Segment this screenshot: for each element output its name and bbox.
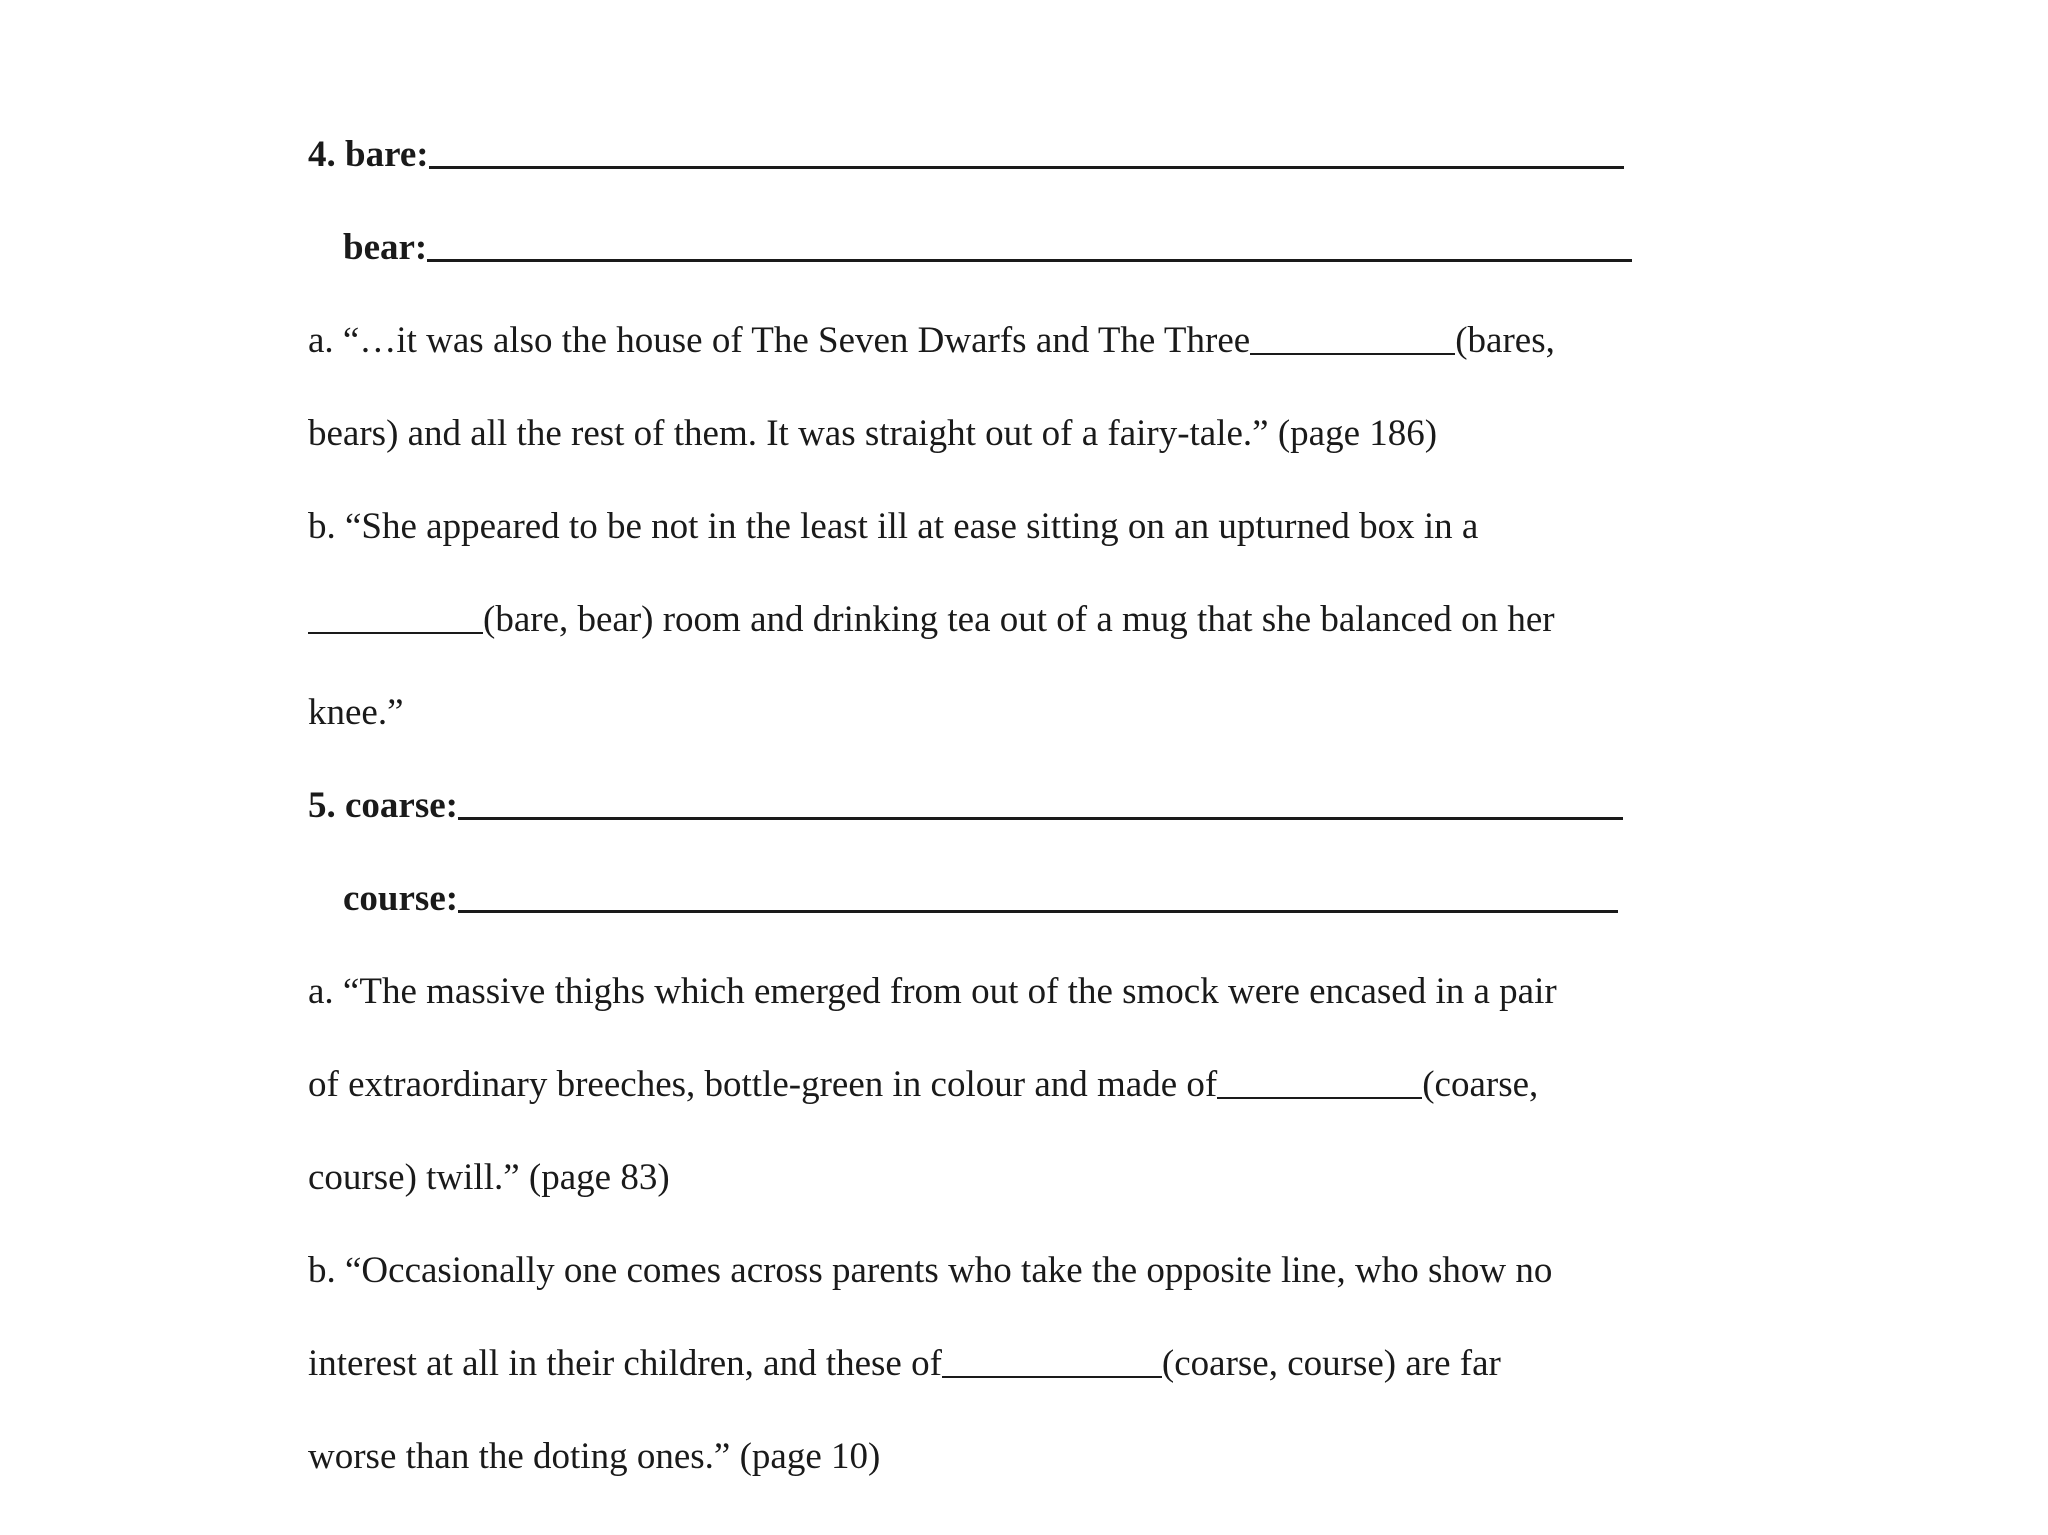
q5b-line-2 bbox=[308, 1317, 1748, 1410]
q5a-text-line3: course) twill.” (page 83) bbox=[308, 1157, 670, 1198]
q4b-text-line3: knee.” bbox=[308, 692, 404, 733]
q5a-line-3 bbox=[308, 1131, 1748, 1224]
q5b-text-line3: worse than the doting ones.” (page 10) bbox=[308, 1436, 881, 1477]
q4-answer-line-bare[interactable] bbox=[429, 166, 1624, 169]
q5-answer-line-course[interactable] bbox=[458, 910, 1618, 913]
q5b-text-line1: b. “Occasionally one comes across parents who take the opposite line, who show no bbox=[308, 1250, 1553, 1291]
q4b-blank[interactable] bbox=[308, 632, 483, 634]
q5b-text-after: (coarse, course) are far bbox=[1161, 1343, 1501, 1384]
q4-definition-bare bbox=[308, 108, 1748, 201]
q4b-line-2 bbox=[308, 573, 1748, 666]
q5-definition-coarse bbox=[308, 759, 1748, 852]
q4a-blank[interactable] bbox=[1250, 353, 1455, 355]
q4a-line-1 bbox=[308, 294, 1748, 387]
q4a-line-2 bbox=[308, 387, 1748, 480]
q5-label-course: course: bbox=[343, 878, 459, 919]
q4b-line-1 bbox=[308, 480, 1748, 573]
worksheet-page bbox=[308, 108, 1748, 1503]
q4a-text-after: (bares, bbox=[1455, 320, 1555, 361]
q4-label-bear: bear: bbox=[343, 227, 428, 268]
q5b-blank[interactable] bbox=[942, 1376, 1162, 1378]
q5a-line-1 bbox=[308, 945, 1748, 1038]
q5a-text-before: of extraordinary breeches, bottle-green in colour and made of bbox=[308, 1064, 1218, 1105]
q4b-line-3 bbox=[308, 666, 1748, 759]
q4-answer-line-bear[interactable] bbox=[427, 259, 1632, 262]
q5b-text-before: interest at all in their children, and these of bbox=[308, 1343, 942, 1384]
q4a-text-line2: bears) and all the rest of them. It was straight out of a fairy-tale.” (page 186) bbox=[308, 413, 1438, 454]
q5a-text-after: (coarse, bbox=[1422, 1064, 1539, 1105]
q5-label-coarse: 5. coarse: bbox=[308, 785, 458, 826]
q5-answer-line-coarse[interactable] bbox=[458, 817, 1623, 820]
q5b-line-1 bbox=[308, 1224, 1748, 1317]
q5a-blank[interactable] bbox=[1217, 1097, 1422, 1099]
q4-label-bare: 4. bare: bbox=[308, 134, 429, 175]
q4a-text-before: a. “…it was also the house of The Seven Dwarfs and The Three bbox=[308, 320, 1251, 361]
q4-definition-bear bbox=[308, 201, 1748, 294]
q5a-text-line1: a. “The massive thighs which emerged from out of the smock were encased in a pair bbox=[308, 971, 1557, 1012]
q4b-text-line1: b. “She appeared to be not in the least ill at ease sitting on an upturned box in a bbox=[308, 506, 1479, 547]
q5a-line-2 bbox=[308, 1038, 1748, 1131]
q4b-text-after: (bare, bear) room and drinking tea out of a mug that she balanced on her bbox=[483, 599, 1555, 640]
q5b-line-3 bbox=[308, 1410, 1748, 1503]
q5-definition-course bbox=[308, 852, 1748, 945]
